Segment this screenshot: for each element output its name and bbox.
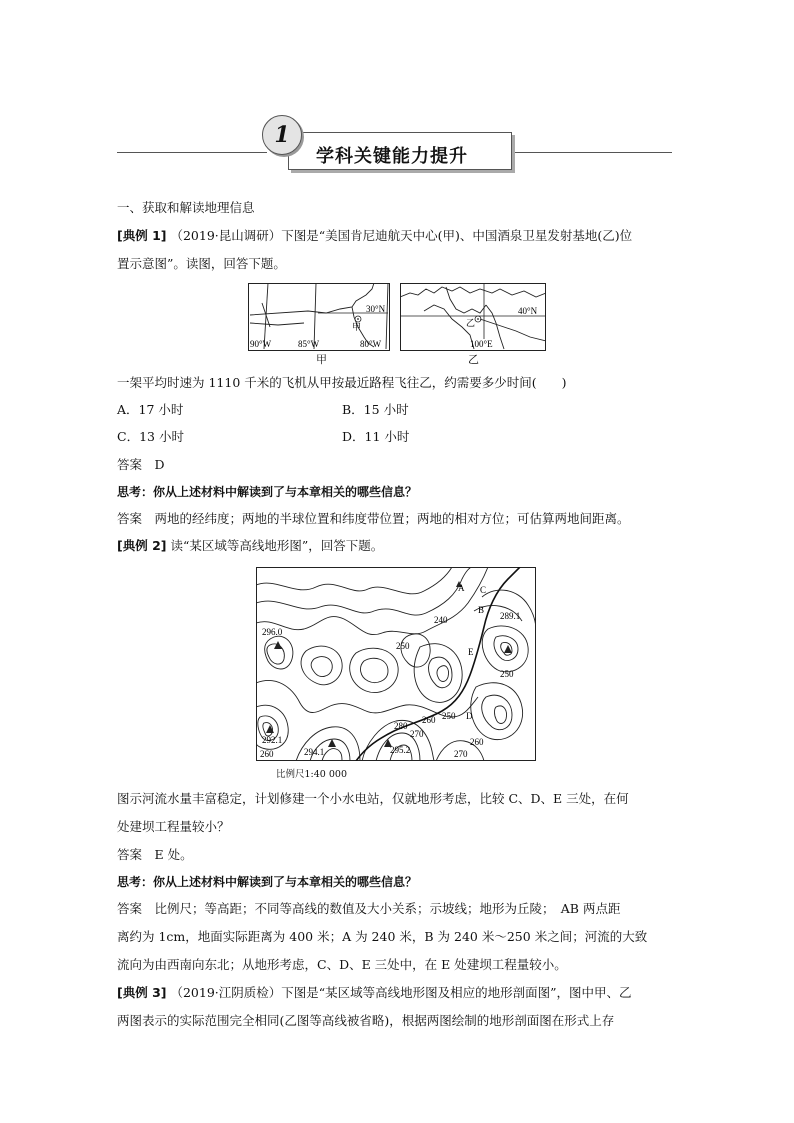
example1-line2: 置示意图”。读图，回答下题。 bbox=[117, 256, 286, 271]
contour-label-270-b: 270 bbox=[454, 749, 468, 759]
map-jia-lon-label-1: 90°W bbox=[250, 339, 272, 349]
example3-line1: （2019·江阴质检）下图是“某区域等高线地形图及相应的地形剖面图”，图中甲、乙 bbox=[170, 985, 632, 1000]
map-yi-lon-label: 100°E bbox=[470, 339, 493, 349]
map-yi bbox=[400, 283, 546, 351]
contour-label-250-a: 250 bbox=[396, 641, 410, 651]
example3-line2: 两图表示的实际范围完全相同(乙图等高线被省略)，根据两图绘制的地形剖面图在形式上存 bbox=[117, 1013, 615, 1028]
contour-map bbox=[256, 567, 536, 761]
example1-think-answer: 答案 两地的经纬度；两地的半球位置和纬度带位置；两地的相对方位；可估算两地间距离。 bbox=[117, 511, 630, 526]
example1-option-c: C．13 小时 bbox=[117, 429, 184, 444]
section-number-badge: 1 bbox=[262, 115, 302, 155]
example3-tag: [典例 3] bbox=[117, 985, 167, 1000]
example1-tag: [典例 1] bbox=[117, 228, 167, 243]
subsection-heading: 一、获取和解读地理信息 bbox=[117, 200, 255, 215]
example2-tag: [典例 2] bbox=[117, 538, 167, 553]
contour-label-280: 280 bbox=[394, 721, 408, 731]
map-jia-lon-label-3: 80°W bbox=[360, 339, 382, 349]
contour-label-250-c: 250 bbox=[442, 711, 456, 721]
example2-question-line1: 图示河流水量丰富稳定，计划修建一个小水电站，仅就地形考虑，比较 C、D、E 三处，在何 bbox=[117, 791, 629, 806]
elevation-label-296: 296.0 bbox=[262, 627, 283, 637]
map-yi-point-label: 乙 bbox=[466, 318, 476, 328]
example2-question-line2: 处建坝工程量较小？ bbox=[117, 819, 230, 834]
example1-option-a: A．17 小时 bbox=[117, 402, 184, 417]
example1-line1: （2019·昆山调研）下图是“美国肯尼迪航天中心(甲)、中国酒泉卫星发射基地(乙)位 bbox=[170, 228, 633, 243]
map-jia-lon-label-2: 85°W bbox=[298, 339, 320, 349]
contour-label-260-a: 260 bbox=[422, 715, 436, 725]
example1-intro bbox=[117, 228, 632, 244]
map-yi-lat-label: 40°N bbox=[518, 306, 538, 316]
example1-option-d: D．11 小时 bbox=[342, 429, 410, 444]
point-label-b: B bbox=[478, 605, 485, 615]
point-label-e: E bbox=[468, 647, 474, 657]
header-rule-left bbox=[117, 152, 267, 153]
map-jia-lat-label: 30°N bbox=[366, 304, 386, 314]
example2-line1: 读“某区域等高线地形图”，回答下题。 bbox=[170, 538, 384, 553]
contour-label-260-c: 260 bbox=[260, 749, 274, 759]
example2-think: 思考：你从上述材料中解读到了与本章相关的哪些信息？ bbox=[117, 875, 418, 889]
elevation-label-292: 292.1 bbox=[262, 735, 283, 745]
example2-answer: 答案 E 处。 bbox=[117, 847, 193, 862]
map-jia bbox=[248, 283, 390, 351]
example1-option-b: B．15 小时 bbox=[342, 402, 409, 417]
header-rule-right bbox=[512, 152, 672, 153]
map-yi-caption: 乙 bbox=[468, 353, 479, 366]
section-title: 学科关键能力提升 bbox=[316, 146, 468, 167]
contour-label-270-a: 270 bbox=[410, 729, 424, 739]
elevation-label-289: 289.1 bbox=[500, 611, 521, 621]
example1-question: 一架平均时速为 1110 千米的飞机从甲按最近路程飞往乙，约需要多少时间( ) bbox=[117, 375, 567, 390]
contour-label-250-b: 250 bbox=[500, 669, 514, 679]
example2-think-line2: 离约为 1cm，地面实际距离为 400 米；A 为 240 米，B 为 240 米～250 米之间；河流的大致 bbox=[117, 929, 648, 944]
elevation-label-295: 295.2 bbox=[390, 745, 411, 755]
point-label-c: C bbox=[480, 585, 487, 595]
map-jia-caption: 甲 bbox=[316, 353, 327, 366]
example1-think: 思考：你从上述材料中解读到了与本章相关的哪些信息？ bbox=[117, 485, 418, 499]
point-label-a: A bbox=[458, 583, 465, 593]
example2-think-line1: 答案 比例尺；等高距；不同等高线的数值及大小关系；示坡线；地形为丘陵； AB 两点距 bbox=[117, 901, 621, 916]
point-label-d: D bbox=[466, 711, 473, 721]
map-jia-point-label: 甲 bbox=[352, 322, 362, 332]
map-scale: 比例尺1:40 000 bbox=[276, 769, 347, 780]
contour-label-260-b: 260 bbox=[470, 737, 484, 747]
elevation-label-294: 294.1 bbox=[304, 747, 325, 757]
example2-think-line3: 流向为由西南向东北；从地形考虑，C、D、E 三处中，在 E 处建坝工程量较小。 bbox=[117, 957, 567, 972]
contour-label-240: 240 bbox=[434, 615, 448, 625]
example2-intro bbox=[117, 538, 383, 554]
example1-answer: 答案 D bbox=[117, 457, 165, 472]
example3-intro bbox=[117, 985, 632, 1001]
